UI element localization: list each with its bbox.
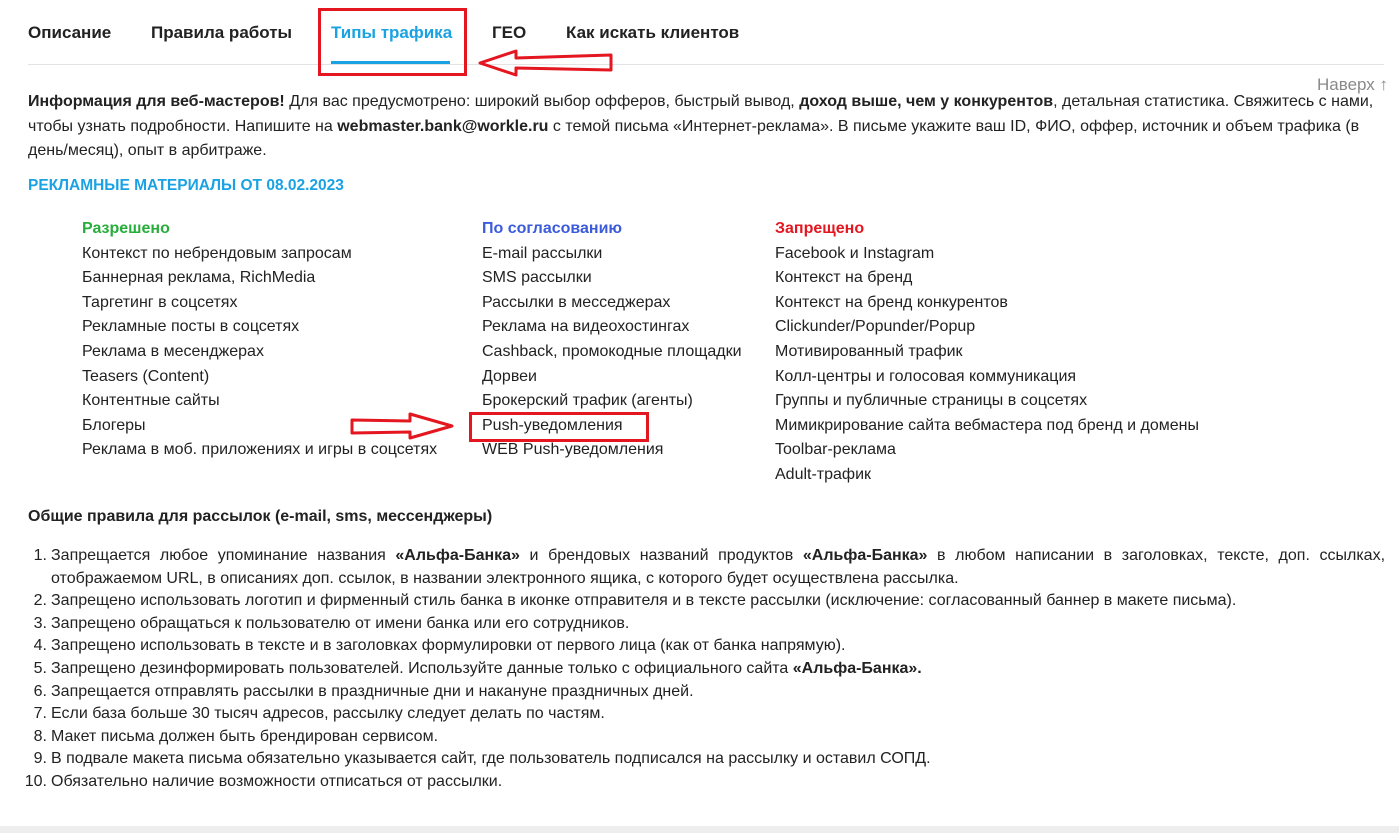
email-link[interactable]: webmaster.bank@workle.ru [337, 117, 549, 135]
rule-item [0, 635, 1385, 658]
list-item: Toolbar-реклама [775, 441, 896, 459]
list-item: Реклама в месенджерах [82, 342, 264, 360]
materials-title: РЕКЛАМНЫЕ МАТЕРИАЛЫ ОТ 08.02.2023 [28, 177, 344, 194]
rule-text: Запрещается любое упоминание названия [51, 547, 396, 564]
rule-text: и брендовых названий продуктов [519, 547, 803, 564]
rule-number: 2. [33, 592, 47, 610]
tab-bar [28, 0, 1384, 65]
intro-text: с темой письма «Интернет-реклама». В письме укажите ваш ID, ФИО, оффер, источник и объем трафика (в день/месяц), опыт в арбитраже. [28, 117, 1360, 159]
rule-item [0, 613, 1385, 636]
list-item: Дорвеи [482, 367, 537, 385]
list-item: Контекст по небрендовым запросам [82, 244, 352, 262]
rule-text: Запрещено дезинформировать пользователей. Используйте данные только с официального сайта [51, 659, 793, 677]
intro-lead: Информация для веб-мастеров! [28, 93, 285, 110]
rule-number: 1. [33, 547, 47, 564]
rule-item [0, 590, 1385, 613]
list-item: Брокерский трафик (агенты) [482, 392, 693, 410]
annotation-arrow-right-icon [350, 412, 455, 440]
list-item: Таргетинг в соцсетях [82, 293, 238, 311]
list-item: Рекламные посты в соцсетях [82, 318, 300, 336]
rule-text: Запрещается отправлять рассылки в праздничные дни и накануне праздничных дней. [51, 682, 694, 700]
forbidden-heading: Запрещено [775, 220, 865, 237]
list-item: Clickunder/Popunder/Popup [775, 318, 976, 336]
rule-number: 6. [33, 682, 47, 700]
tab-find-clients[interactable]: Как искать клиентов [566, 23, 740, 42]
rule-number: 8. [33, 727, 47, 745]
rule-text: Макет письма должен быть брендирован сервисом. [51, 727, 439, 745]
allowed-heading: Разрешено [82, 220, 170, 237]
rule-brand: «Альфа-Банка» [395, 547, 520, 564]
rule-text: В подвале макета письма обязательно указывается сайт, где пользователь подписался на рассылку и оставил СОПД. [51, 750, 931, 768]
tab-geo[interactable]: ГЕО [492, 23, 527, 42]
rule-number: 4. [33, 637, 47, 655]
list-item: SMS рассылки [482, 269, 592, 287]
list-item: Adult-трафик [775, 465, 872, 483]
rules-list [0, 545, 1385, 794]
rule-number: 10. [24, 772, 47, 790]
rule-item [0, 771, 1385, 794]
rule-item [0, 726, 1385, 749]
intro-text: , детальная статистика. Свяжитесь с нами, чтобы узнать подробности. Напишите на [28, 93, 1374, 135]
list-item: Teasers (Content) [82, 367, 210, 385]
rule-number: 7. [33, 705, 47, 723]
forbidden-column [775, 217, 1199, 488]
list-item: Мотивированный трафик [775, 342, 963, 360]
list-item: Контентные сайты [82, 392, 220, 410]
annotation-box-push [469, 412, 649, 442]
list-item: Рассылки в месседжерах [482, 293, 671, 311]
rule-item [0, 748, 1385, 771]
intro-text: Для вас предусмотрено: широкий выбор офферов, быстрый вывод, [284, 93, 800, 110]
back-to-top-link[interactable]: Наверх ↑ [1317, 75, 1389, 94]
rule-brand: «Альфа-Банка». [792, 659, 922, 677]
tab-description[interactable]: Описание [28, 23, 112, 42]
rule-text: Запрещено использовать в тексте и в заголовках формулировки от первого лица (как от банка напрямую). [51, 637, 846, 655]
list-item: Контекст на бренд конкурентов [775, 293, 1008, 311]
list-item: E-mail рассылки [482, 244, 603, 262]
tab-traffic-types[interactable]: Типы трафика [331, 23, 453, 42]
rules-title: Общие правила для рассылок (e-mail, sms, мессенджеры) [28, 508, 493, 525]
rule-text: Обязательно наличие возможности отписаться от рассылки. [51, 772, 503, 790]
rule-brand: «Альфа-Банка» [802, 547, 928, 564]
rule-number: 3. [33, 614, 47, 632]
rule-item [0, 681, 1385, 704]
annotation-arrow-left-icon [478, 49, 614, 77]
tab-work-rules[interactable]: Правила работы [151, 23, 293, 42]
intro-income: доход выше, чем у конкурентов [799, 93, 1054, 110]
list-item: Реклама на видеохостингах [482, 318, 690, 336]
rule-text: Запрещено обращаться к пользователю от имени банка или его сотрудников. [51, 614, 630, 632]
list-item: Cashback, промокодные площадки [482, 342, 742, 360]
annotation-box-tab [318, 8, 467, 76]
rule-item [0, 545, 1385, 590]
rule-number: 5. [33, 659, 47, 677]
rule-item [0, 703, 1385, 726]
list-item: Колл-центры и голосовая коммуникация [775, 367, 1077, 385]
rule-text: Если база больше 30 тысяч адресов, рассылку следует делать по частям. [51, 705, 605, 723]
list-item: WEB Push-уведомления [482, 441, 664, 459]
list-item: Facebook и Instagram [775, 244, 935, 262]
list-item: Мимикрирование сайта вебмастера под бренд и домены [775, 416, 1199, 434]
rule-item [0, 658, 1385, 681]
intro-paragraph [28, 90, 1388, 164]
list-item: Реклама в моб. приложениях и игры в соцсетях [82, 441, 438, 459]
rule-number: 9. [33, 750, 47, 768]
list-item: Контекст на бренд [775, 269, 913, 287]
footer-divider [0, 826, 1399, 833]
agreement-heading: По согласованию [482, 220, 623, 237]
list-item: Баннерная реклама, RichMedia [82, 269, 316, 287]
rule-text: в любом написании в заголовках, тексте, доп. ссылках, отображаемом URL, в описаниях доп. ссылок, в названии электронного ящика, с которого будет осуществлена рассылка. [51, 547, 1386, 587]
rule-text: Запрещено использовать логотип и фирменный стиль банка в иконке отправителя и в тексте рассылки (исключение: согласованный баннер в макете письма). [51, 592, 1237, 610]
list-item: Группы и публичные страницы в соцсетях [775, 392, 1088, 410]
list-item: Блогеры [82, 416, 146, 434]
list-item-push: Push-уведомления [482, 416, 623, 434]
